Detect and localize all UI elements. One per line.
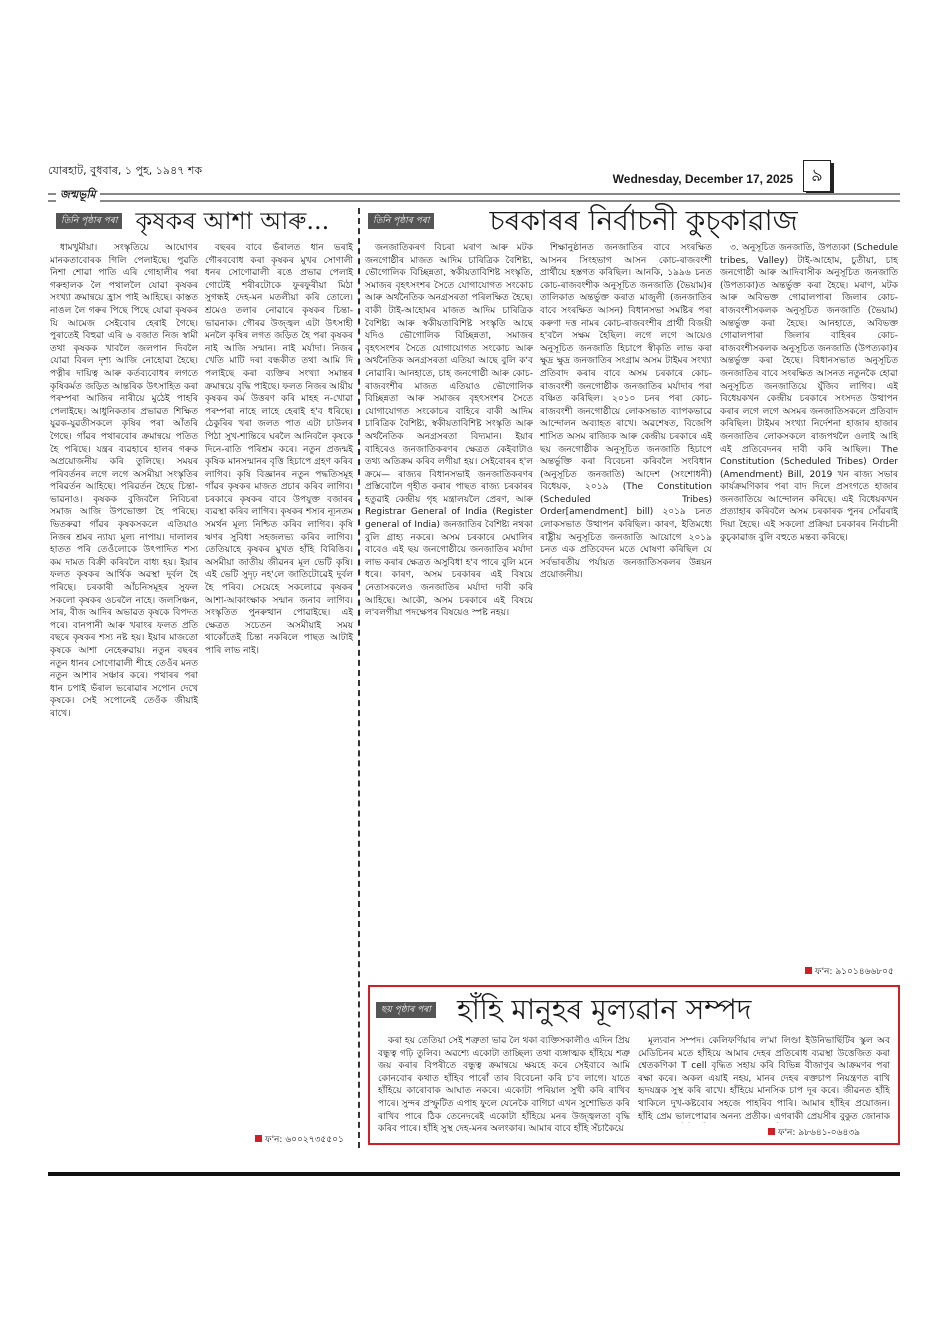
article-column	[638, 1035, 890, 1123]
boxed-article-header	[376, 993, 752, 1025]
paragraph: ধামখুমীয়া। সংস্কৃতিয়ে আঘোণৰ মানকতাবোৰক গিলি পেলাইছে। পুৱতি নিশা শোৱা পাতি এৰি গোহালীৰ পৰা গৰুহালক লৈ পথাললৈ যোৱা কৃষকৰ সংখ্যা ক্ৰমান্বয়ে হ্ৰাস পাই আহিছে। কাস্তত নাঙল লৈ গৰুৰ পিছে পিছে যোৱা কৃষকৰ যি আমেজ সেইবোৰ হেৰাই গৈছে। পুৰাতেই বিহুৱা এৰি ৬ বজাত নিজ স্বামী তথা কৃষকক খাবলৈ জলপান দিবলৈ যোৱা বিৰল দৃশ্য আজি নোহোৱা হৈছে। পত্নীৰ দায়িত্ব আৰু কৰ্তব্যবোধৰ লগতে কৃষিকৰ্মত জড়িত আন্তৰিক উৎসাহিত কৰা পৰম্পৰা আজিৰ নাৰীয়ে মুঠেই পাহৰি পেলাইছে। আধুনিকতাৰ প্ৰভাৱত শিক্ষিত যুৱক-যুৱতীসকলে কৃষিৰ পৰা আঁতৰি গৈছে। গাঁৱৰ পথাৰবোৰ ক্ৰমান্বয়ে পতিত হৈ পৰিছে। যন্ত্ৰৰ ব্যৱহাৰে হালৰ গৰুক অপ্ৰয়োজনীয় কৰি তুলিছে। সময়ৰ পৰিবৰ্তনৰ লগে লগে অসমীয়া সংস্কৃতিৰ পৰিৱৰ্তন আহিছে। পৰিৱৰ্তন হৈছে চিন্তা-ভাৱনাও। কৃষকক বুজিবলৈ নিবিচৰা সমাজ আজি উপভোক্তা হৈ পৰিছে। ভিতৰুৱা গাঁৱৰ কৃষকসকলে এতিয়াও নিজৰ শ্ৰমৰ ন্যায্য মূল্য নাপায়। দালালৰ হাতত পৰি তেওঁলোকে উৎপাদিত শস্য কম দামত বিক্ৰী কৰিবলৈ বাধ্য হয়। ইয়াৰ ফলত কৃষকৰ আৰ্থিক অৱস্থা দুৰ্বল হৈ পৰিছে। চৰকাৰী আঁচনিসমূহৰ সুফল সকলো কৃষকৰ ওচৰলৈ নাহে। জলসিঞ্চন, সাৰ, বীজ আদিৰ অভাৱত কৃষকে বিপদত পৰে। বানপানী আৰু খৰাংৰ ফলত প্ৰতি বছৰে কৃষকৰ শস্য নষ্ট হয়। ইয়াৰ মাজতো কৃষকে আশা নেহেৰুৱায়। নতুন বছৰৰ নতুন ধানৰ সোণোৱালী শীহে তেওঁৰ মনত নতুন আশাৰ সঞ্চাৰ কৰে। পথাৰৰ পৰা ধান চপাই ভঁৰাল ভৰোৱাৰ সপোন দেখে কৃষকে। সেই সপোনেই তেওঁক জীয়াই ৰাখে।	[50, 243, 198, 719]
phone-text: ফ'ন: ৯১০১৪৬৬৮০৫	[815, 967, 894, 977]
article-column	[378, 1035, 630, 1135]
footer-rule	[48, 1172, 900, 1176]
left-article-header	[56, 204, 329, 236]
boxed-article	[368, 985, 900, 1145]
page-number: ৯	[803, 160, 831, 192]
article-column	[540, 242, 712, 960]
square-bullet-icon	[805, 967, 812, 974]
author-phone	[805, 966, 894, 978]
paragraph: ৩. অনুসূচিত জনজাতি, উপত্যকা (Schedule tribes, Valley) টাই-আহোম, চুতীয়া, চাহ জনগোষ্ঠী আৰু আদিবাসীক অনুসূচিত জনজাতি (উপত্যকা)ত অন্তৰ্ভুক্ত কৰা হৈছে। মৰাণ, মটক আৰু অবিভক্ত গোৱালপাৰা জিলাৰ কোচ-ৰাজবংশীসকলক অনুসূচিত জনজাতি (ভৈয়াম) অন্তৰ্ভুক্ত কৰা হৈছে। আনহাতে, অবিভক্ত গোৱালপাৰা জিলাৰ বাহিৰৰ কোচ-ৰাজবংশীসকলক অনুসূচিত জনজাতি (উপত্যকা)ৰ অন্তৰ্ভুক্ত কৰা হৈছে। বিধানসভাত অনুসূচিত জনজাতিৰ বাবে সংৰক্ষিত আসনত নতুনকৈ হোৱা অনুসূচিত জনজাতিয়ে যুঁজিব লাগিব। এই বিধেয়কখন কেন্দ্ৰীয় চৰকাৰে সংসদত উত্থাপন কৰাৰ লগে লগে অসমৰ জনজাতিসকলে প্ৰতিবাদ কৰিছিল। টাইমৰ সংখ্যা নিৰ্দেশনা হাজাৰ হাজাৰ জনজাতিৰ লোকসকলে ৰাজপথলৈ ওলাই আহি এই প্ৰতিবেদনৰ দাবী কৰি আছিল। The Constitution (Scheduled Tribes) Order (Amendment) Bill, 2019 খন ৰাজ্য সভাৰ কাৰ্যক্ৰমণিকাৰ পৰা বাদ দিলে প্ৰসংগতে হাজাৰ জনজাতিয়ে আন্দোলন কৰিছে। এই বিধেয়কখন প্ৰত্যাহাৰ কৰিবলৈ অসম চৰকাৰক পুনৰ সোঁৱৰাই দিয়া হৈছে। এই সকলো প্ৰক্ৰিয়া চৰকাৰৰ নিৰ্বাচনী কুচ্‌কাৱাজ বুলি বহুতে মন্তব্য কৰিছে।	[720, 243, 898, 543]
continued-tag: তিনি পৃষ্ঠাৰ পৰা	[368, 213, 434, 229]
paragraph: জনজাতিকৰণ বিচৰা মৰাণ আৰু মটক জনগোষ্ঠীৰ মাজত আদিম চাৰিত্ৰিক বৈশিষ্ট্য, ভৌগোলিক বিচ্ছিন্নতা, স্বকীয়তাবিশিষ্ট সংস্কৃতি, সমাজৰ বৃহৎসংশৰ সৈতে যোগাযোগত সংকোচ আৰু অৰ্থনৈতিক অনগ্ৰসৰতা পৰিলক্ষিত হৈছে। বাকী টাই-আহোমৰ মাজত আদিম চাৰিত্ৰিক বৈশিষ্ট্য আৰু স্বকীয়তাবিশিষ্ট সংস্কৃতি আছে যদিও ভৌগোলিক বিচ্ছিন্নতা, সমাজৰ বৃহৎসংশৰ সৈতে যোগাযোগত সংকোচ আৰু অৰ্থনৈতিক অনগ্ৰসৰতা এতিয়া আছে বুলি ক'ব নোৱাৰি। আনহাতে, চাহ জনগোষ্ঠী আৰু কোচ-ৰাজবংশীৰ মাজত এতিয়াও ভৌগোলিক বিচ্ছিন্নতা আৰু সমাজৰ বৃহৎসংশৰ সৈতে যোগাযোগত সংকোচৰ বাহিৰে বাকী আদিম চাৰিত্ৰিক বৈশিষ্ট্য, স্বকীয়তাবিশিষ্ট সংস্কৃতি আৰু অৰ্থনৈতিক অনগ্ৰসৰতা বিদ্যমান। ইয়াৰ বাহিৰেও জনজাতিকৰণৰ ক্ষেত্ৰত কেইবাটাও তথ্য অতিক্ৰম কৰিব লগীয়া হয়। সেইবোৰৰ হ'ল ক্ৰমে— ৰাজ্যৰ বিধানসভাই জনজাতিকৰণৰ প্ৰস্তিবোলৈ গৃহীত কৰাৰ পাছত ৰাজ্য চৰকাৰৰ হতুৱাই কেন্দ্ৰীয় গৃহ মন্ত্ৰালয়লৈ প্ৰেৰণ, আৰু Registrar General of India (Register general of India) জনজাতিৰ বৈশিষ্ট্য নথকা বুলি গ্ৰাহ্য নকৰে। অসম চৰকাৰে মেঘালিৰ বাবেও এই ছয় জনগোষ্ঠীয়ে জনজাতিৰ মৰ্যাদা লাভ কৰাৰ ক্ষেত্ৰত অসুবিধা হ'ব পাৰে বুলি মনে ধৰে। কাৰণ, অসম চৰকাৰৰ এই বিষয়ে নেতাসকলেও জনজাতিৰ মৰ্যাদা দাবী কৰি আহিছে। আকৌ, অসম চৰকাৰে এই বিষয়ে ল'বলগীয়া পদক্ষেপৰ বিষয়েও স্পষ্ট নহয়।	[365, 243, 533, 619]
paragraph: বছৰৰ বাবে ভঁৰালত ধান ভৰাই গৌৰববোধ কৰা কৃষকৰ মুখৰ সোণালী ধনৰ সোণোৱালী ৰঙে প্ৰভাৱ পেলাই গোটেই শৰীৰটোকে ফুৰফুৰীয়া মিঠা সুগন্ধই দেহ-মন মতলীয়া কৰি তোলে। শ্ৰমেও তলাৰ নোৱাৰে কৃষকৰ চিন্তা-ভাৱনাক। গৌৰৱ উজ্জ্বল এটা উৎসাহী মনলৈ কৃষিৰ লগত জড়িত হৈ পৰা কৃষকৰ নাই আজি সন্মান। নাই মৰ্যাদা। নিজৰ খেতি মাটি দৰা বন্ধকীত তথা আমি দি পলাইছে কৰা ব্যক্তিৰ সংখ্যা সমান্তৰ ক্ৰমান্বয়ে বৃদ্ধি পাইছে। ফলত নিজৰ আয়ীয় কৃষকৰ কৰ্ম উত্তৰণ কৰি মাহহ ন-খোৱা পৰম্পৰা নাহে লাহে হেৰাই হ'ব ধৰিছে। ঠেকুৰিৰ খৰা জলত পাত এটা চাউলৰ পিঠা সুখ-শান্তিৰে ঘৰলৈ আনিবলৈ কৃষকে দিনে-ৰাতি পৰিশ্ৰম কৰে। নতুন প্ৰজন্মই কৃষিক মানসন্মানৰ বৃত্তি হিচাপে গ্ৰহণ কৰিব লাগিব। কৃষি বিজ্ঞানৰ নতুন পদ্ধতিসমূহ গাঁৱৰ কৃষকৰ মাজত প্ৰচাৰ কৰিব লাগিব। চৰকাৰে কৃষকৰ বাবে উপযুক্ত বজাৰৰ ব্যৱস্থা কৰিব লাগিব। কৃষকৰ শস্যৰ ন্যূনতম সমৰ্থন মূল্য নিশ্চিত কৰিব লাগিব। কৃষি ঋণৰ সুবিধা সহজলভ্য কৰিব লাগিব। তেতিয়াহে কৃষকৰ মুখত হাঁহি বিৰিঙিব। অসমীয়া জাতীয় জীৱনৰ মূল ভেটি কৃষি। এই ভেটি সুদৃঢ় নহ'লে জাতিটোৱেই দুৰ্বল হৈ পৰিব। সেয়েহে সকলোৱে কৃষকৰ আশা-আকাংক্ষাক সন্মান জনাব লাগিব। সংস্কৃতিত পুনৰুত্থান পোৱাইছে। এই ক্ষেত্ৰত সচেতন অসমীয়াই সময় থাকোঁতেই চিন্তা নকৰিলে পাছত আটাই পাৰি লাভ নাই।	[205, 243, 353, 656]
header-rule	[48, 193, 900, 202]
article-column	[50, 242, 198, 1137]
square-bullet-icon	[255, 1135, 262, 1142]
headline: হাঁহি মানুহৰ মূল্যৱান সম্পদ	[457, 992, 752, 1026]
column-divider	[358, 208, 360, 1148]
english-date: Wednesday, December 17, 2025	[612, 172, 793, 186]
article-column	[720, 242, 898, 947]
phone-text: ফ'ন: ৯৮৬৪১-০৬৪৩৯	[778, 1128, 861, 1138]
headline: কৃষকৰ আশা আৰু...	[135, 206, 330, 235]
paragraph: শিক্ষানুষ্ঠানত জনজাতিৰ বাবে সংৰক্ষিত আসনৰ সিংহভাগ আসন কোচ-ৰাজবংশী প্ৰাৰ্থীয়ে হস্তগত কৰিছিল। আনকি, ১৯৯৬ চনত কোচ-ৰাজবংশীক অনুসূচিত জনজাতি (ভৈয়াম)ৰ তালিকাত অন্তৰ্ভুক্ত কৰাত মাজুলী (জনজাতিৰ বাবে সংৰক্ষিত আসন) বিধানসভা সমষ্টিৰ পৰা কৰুণা দত্ত নামৰ কোচ-ৰাজবংশীৰ প্ৰাৰ্থী বিজয়ী হ'বলৈ সক্ষম হৈছিল। লগে লগে আয়েও অনুসূচিত জনজাতি হিচাপে স্বীকৃতি লাভ কৰা ক্ষুদ্ৰ ক্ষুদ্ৰ জনজাতিৰ সংগ্ৰাম অসম টাইমৰ সংখ্যা প্ৰতিবাদ কৰাৰ বাবে অসম চৰকাৰে কোচ-ৰাজবংশী জনগোষ্ঠীক জনজাতিৰ মৰ্যাদাৰ পৰা বঞ্চিত কৰিছিল। ২০১০ চনৰ পৰা কোচ-ৰাজবংশী জনগোষ্ঠীয়ে লোকসভাত ব্যাপকভাৱে আন্দোলন অব্যাহত ৰাখে। অৱশেষত, বিজেপি শাসিত অসম ৰাজ্যিক আৰু কেন্দ্ৰীয় চৰকাৰে এই ছয় জনগোষ্ঠীক অনুসূচিত জনজাতি হিচাপে অন্তৰ্ভুক্তি কৰা বিবেচনা কৰিবলৈ সংবিধান (অনুসূচিত জনজাতি) আদেশ (সংশোধনী) বিধেয়ক, ২০১৯ (The Constitution (Scheduled Tribes) Order[amendment] bill) ২০১৯ চনত লোকসভাত উত্থাপন কৰিছিল। কাৰণ, ইতিমধ্যে ৰাষ্ট্ৰীয় অনুসূচিত জনজাতি আয়োগে ২০১৯ চনত এক প্ৰতিবেদন মতে ঘোষণা কৰিছিল যে সৰ্বভাৰতীয় পৰ্যায়ত জনজাতিসকলৰ উন্নয়ন প্ৰয়োজনীয়।	[540, 243, 712, 581]
square-bullet-icon	[768, 1128, 775, 1135]
dateline: যোৰহাট, বুধবাৰ, ১ পুহ, ১৯৪৭ শক	[48, 164, 203, 177]
phone-text: ফ'ন: ৬০০২৭৩৫৫০১	[265, 1135, 344, 1145]
paragraph: কৰা হয় তেতিয়া সেই শত্ৰুতা ভাৱ লৈ থকা ব্যক্তিসকালীও এদিন প্ৰিয় বন্ধুত্ব গঢ়ি তুলিব। অৱশ্যে একোটা তাচ্ছিল্য তথা ব্যঙ্গাত্মক হাঁহিয়ে শত্ৰু জয় কৰাৰ বিপৰীতে বন্ধুত্ব ক্ৰমান্বয়ে ক্ষয়হে কৰে সেইবাবে আমি কোনবোৰ কথাত হাঁহিব পাৰোঁ তাৰ বিবেচনা কৰি চ'ব লাগে। যাতে হাঁহিয়ে কাৰোবাক আঘাত নকৰে। একোটা পৰিয়াল সুখী কৰি ৰাখিব পাৰে। সুন্দৰ প্ৰস্ফুটিত এপাহ ফুলে যেনেকৈ বাগিচা এখন সুশোভিত কৰি ৰাখিব পাৰে ঠিক তেনেদৰেই একোটা হাঁহিয়ে মনৰ উজ্জ্বলতা বৃদ্ধি কৰিব পাৰে। হাঁহি সুস্থ দেহ-মনৰ অলংকাৰ। আমাৰ বাবে হাঁহি সঁচাকৈয়ে	[378, 1036, 630, 1135]
continued-tag: তিনি পৃষ্ঠাৰ পৰা	[56, 213, 122, 229]
headline: চৰকাৰৰ নিৰ্বাচনী কুচ্‌কাৱাজ	[489, 203, 798, 237]
right-article-header	[368, 204, 798, 236]
article-column	[365, 242, 533, 960]
author-phone	[768, 1127, 860, 1139]
article-column	[205, 242, 353, 1112]
author-phone	[255, 1134, 344, 1146]
masthead-logo: জন্মভূমি	[56, 188, 100, 202]
continued-tag: ছয় পৃষ্ঠাৰ পৰা	[376, 1002, 436, 1018]
paragraph: মূল্যবান সম্পদ। কেলিফৰ্ণিয়াৰ ল'মা লিণ্ডা ইউনিভাৰ্ছিটিৰ স্কুল অব মেডিচিনৰ মতে হাঁহিয়ে আমাৰ দেহৰ প্ৰতিৰোধ ব্যৱস্থা উত্তেজিত কৰা শ্বেতকণিকা T cell বৃদ্ধিত সহায় কৰি বিভিন্ন বীজাণুৰ আক্ৰমণৰ পৰা ৰক্ষা কৰে। অকল এয়াই নহয়, মানৰ দেহৰ ৰক্তচাপ নিয়ন্ত্ৰণত ৰাখি হৃদযন্ত্ৰক সুস্থ কৰি ৰাখে। হাঁহিয়ে মানসিক চাপ দূৰ কৰে। জীৱনত হাঁহি থাকিলে দুখ-কষ্টবোৰ সহজে পাহৰিব পাৰি। আমাৰ হাঁহিৰ প্ৰয়োজন। হাঁহি প্ৰেম ভালপোৱাৰ অনন্য প্ৰতীক। এগৰাকী প্ৰেয়সীৰ বুকুত জোনাক	[638, 1036, 890, 1122]
